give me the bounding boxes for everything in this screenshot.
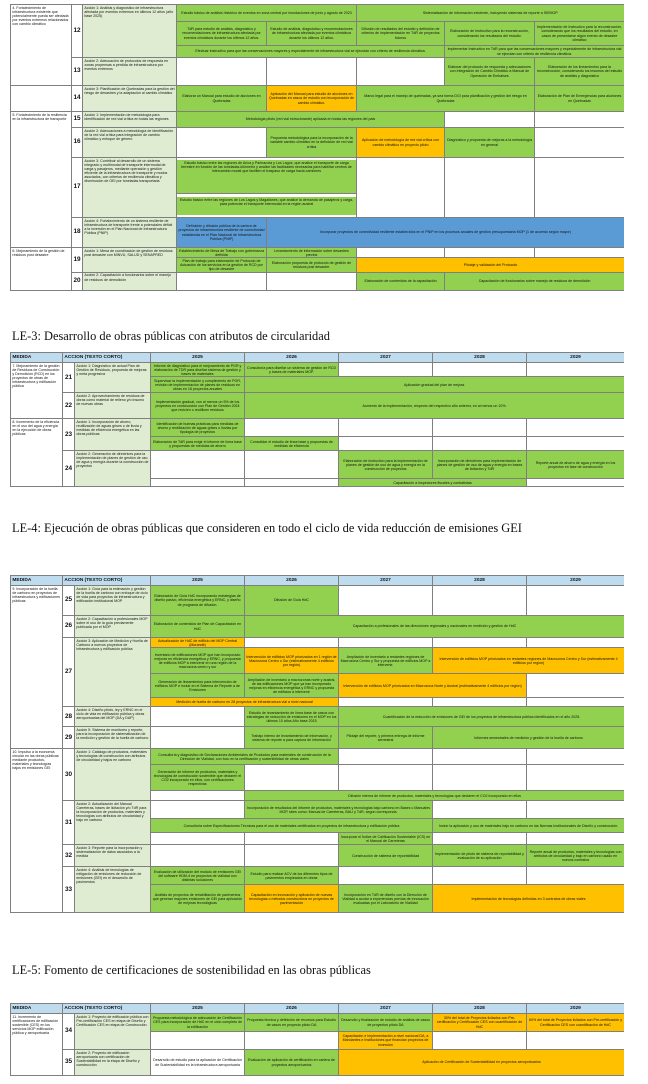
timeline-bar: Estudio de análisis, diagnóstico y recomendaciones de infraestructura afectada por eventos climáticos durante los últimos 12 años. bbox=[267, 22, 357, 46]
row-number: 18 bbox=[72, 218, 83, 248]
row-number: 26 bbox=[63, 616, 75, 638]
row-number: 30 bbox=[63, 749, 75, 801]
table-row bbox=[11, 867, 625, 885]
row-number: 14 bbox=[72, 86, 83, 112]
table-row bbox=[11, 248, 625, 258]
table-header bbox=[11, 1004, 625, 1014]
accion-cell: Acción 2: Aprovechamiento de residuos de obras como material de relleno y/o insumo de nuevas obras bbox=[75, 393, 151, 419]
accion-cell: Acción 1: Catálogo de productos, materiales y tecnologías de construcción con atributos de circularidad y bajos en carbono bbox=[75, 749, 151, 801]
section-caption: LE-4: Ejecución de obras públicas que consideren en todo el ciclo de vida reducción de emisiones GEI bbox=[12, 521, 522, 535]
timeline-bar: Pilotaje del reporte, y primera entrega de informe semestral bbox=[339, 727, 433, 749]
table-row bbox=[11, 58, 625, 86]
timeline-bar: Capacitación a profesionales de las direcciones regionales y nacionales en medición y gestión de HdC bbox=[245, 616, 624, 638]
timeline-bar: Incorporar proyectos de conectividad resiliente establecidos en el PNIP en los procesos anuales de gestión presupuestaria MOP (1 de acuerdo según mayor) bbox=[267, 218, 625, 248]
table-row bbox=[11, 363, 625, 377]
header-year: 2029 bbox=[527, 353, 624, 363]
accion-cell: Acción 2: Capacitación a funcionarios sobre el manejo de residuos de demolición bbox=[83, 272, 177, 290]
timeline-bar: Estudio básico de análisis histórico de eventos en zona central por inundaciones de junio y agosto de 2023 bbox=[177, 5, 357, 22]
row-number: 20 bbox=[72, 272, 83, 290]
table-row bbox=[11, 727, 625, 749]
header-year: 2029 bbox=[527, 1004, 624, 1014]
accion-cell: Acción 2: Adecuación de protocolos de respuesta en zonas propensas a pérdida de infraestructura por eventos extremos bbox=[83, 58, 177, 86]
timeline-bar: Aplicación del Manual para estudio de aluviones en Quebradas en casos de estudio con incorporación de cambio climático. bbox=[267, 86, 357, 112]
row-number: 23 bbox=[63, 419, 75, 451]
timeline-bar: Ampliación de inventario a restantes regiones de Macrozona Centro y Sur y propuesta de edificios MOP a intervenir. bbox=[339, 648, 433, 674]
timeline-bar: Propuesta técnica y definición de recursos para Estudio de casos en proyecto piloto DA bbox=[245, 1014, 339, 1032]
row-number: 19 bbox=[72, 248, 83, 273]
timeline-bar: Análisis de proyectos de rehabilitación de pavimentos que generan mayores emisiones de GEI para aplicación de mejoras tecnológicas bbox=[151, 885, 245, 913]
accion-cell: Acción 1: Proyecto de edificación pública con Pre-certificación CES en etapa de Diseño y Certificación CES en etapa de Construcción. bbox=[75, 1014, 151, 1050]
table-row bbox=[11, 1014, 625, 1032]
timeline-bar: Consolidar el estudio de línea base y propuestas de medidas de eficiencia bbox=[245, 437, 339, 451]
timeline-bar: Levantamiento de información sobre desastres previos bbox=[267, 248, 357, 258]
timeline-bar: Propuesta metodológica para la incorporación de la variable cambio climático en la definición de red vial crítica bbox=[267, 128, 357, 158]
timeline-bar: Elaboración de Instructivo para la reconstrucción, considerando los resultados del estudio. bbox=[445, 22, 535, 46]
medida-cell: 4. Fortalecimiento de infraestructura existente que potencialmente pueda ser afectada por eventos extremos relacionados con cambio climático bbox=[11, 5, 72, 86]
medida-cell: 5. Fortalecimiento de la resiliencia en la infraestructura de transporte bbox=[11, 112, 72, 248]
table-row bbox=[11, 707, 625, 727]
accion-cell: Acción 3: Planificación de Quebradas para la gestión del riesgo de desastres y la adaptación al cambio climático bbox=[83, 86, 177, 112]
timeline-bar: Elaboración de instructivo para la implementación de planes de gestión de uso de agua y energía en la construcción de proyectos bbox=[339, 451, 433, 479]
timeline-bar: Marco legal para el manejo de quebradas, ya sea forma DGI para planificación y gestión del riesgo en Quebradas bbox=[357, 86, 535, 112]
header-year: 2026 bbox=[245, 576, 339, 586]
medida-cell: 6. Mejoramiento de la gestión de residuos post desastre bbox=[11, 248, 72, 291]
row-number: 34 bbox=[63, 1014, 75, 1050]
timeline-bar: Efectuar instructivo para que las conservaciones mayores y especialmente de infraestructura vial se ejecutan con criterio de resiliencia climática. bbox=[177, 46, 445, 58]
timeline-bar: Elaborar del protocolo de respuesta y adecuaciones con integración de Cambio Climático a Manual de Operación de Embalses bbox=[445, 58, 535, 86]
table-row bbox=[11, 801, 625, 819]
table-le4 bbox=[10, 575, 624, 955]
row-number: 27 bbox=[63, 638, 75, 707]
row-number: 13 bbox=[72, 58, 83, 86]
timeline-bar: Implementación gradual, con al menos un 5% de los proyectos en construcción con Plan de Gestión 2024 que reciclen o reutilicen residuos bbox=[151, 393, 245, 419]
timeline-bar: Desarrollo y finalización de estudio de análisis de casos de proyectos piloto DA bbox=[339, 1014, 433, 1032]
timeline-bar: Establecimiento de Mesa de Trabajo con gobernanza definida bbox=[177, 248, 267, 258]
timeline-bar: Capacitación en innovación y aplicación de nuevas tecnologías o métodos constructivos en proyectos de pavimentación bbox=[245, 885, 339, 913]
timeline-bar: Estudio de levantamiento de línea base de casos con estrategias de reducción de emisiones en el MOP en los últimos 10 años Año base 2015 bbox=[245, 707, 339, 727]
table-row bbox=[11, 5, 625, 22]
table-le3 bbox=[10, 352, 624, 512]
timeline-bar: Sistematización de información existente, incluyendo sistemas de reporte a SIEMOP. bbox=[357, 5, 624, 22]
timeline-bar: 30% del total de Proyectos licitados con Pre-certificación y Certificación CES con cuantificación de HdC bbox=[433, 1014, 527, 1032]
section-caption: LE-3: Desarrollo de obras públicas con atributos de circularidad bbox=[12, 329, 330, 343]
timeline-bar: Elaboración de TdR para exigir el informe de línea base y propuestas de medidas de ahorro bbox=[151, 437, 245, 451]
accion-cell: Acción 2: Capacitación a profesionales MOP sobre el uso de la guía previamente publicada por el MOP bbox=[75, 616, 151, 638]
table-row bbox=[11, 749, 625, 765]
timeline-bar: Incorporación de resultados del informe de productos, materiales y tecnologías bajo carbono en Bases o Manuales MOP, tales como: Manual de Carreteras, BALI y TdR, según corresponda. bbox=[245, 801, 433, 819]
timeline-bar: Incorporación en TdR de diseño con la Dirección de Vialidad a acotar a experiencias previas de innovación evaluadas por el Laboratorio de Vialidad bbox=[339, 885, 433, 913]
timeline-bar: Definición y difusión pública de la cartera de proyectos de infraestructura resiliente de conectividad establecida en el Plan Nacional de Infraestructura Pública (PNIP) bbox=[177, 218, 267, 248]
row-number: 35 bbox=[63, 1050, 75, 1076]
table-le5 bbox=[10, 1003, 624, 1081]
timeline-bar: Elaboración de contenidos de Plan de Capacitación en HdC bbox=[151, 616, 245, 638]
timeline-bar: Implementación de tecnologías definidas en 3 contratos de obras viales bbox=[433, 885, 624, 913]
row-number: 25 bbox=[63, 586, 75, 616]
table-row bbox=[11, 586, 625, 616]
timeline-bar: Capacitación a inspectores fiscales y contratistas bbox=[339, 479, 527, 487]
accion-cell: Acción 4: Fortalecimiento de un sistema resiliente de infraestructura de transporte frente a potenciales déficit a la inversión en el Plan Nacional de Infraestructura Pública (PNIP) bbox=[83, 218, 177, 248]
timeline-bar: Elaboración de Plan de Emergencias para aluviones en Quebradas bbox=[535, 86, 624, 112]
header-year: 2027 bbox=[339, 353, 433, 363]
table-row bbox=[11, 86, 625, 112]
timeline-bar: Diagnóstico y propuesta de mejoras a la metodología en general bbox=[445, 128, 535, 158]
table-row bbox=[11, 616, 625, 638]
timeline-bar: Generación de informe de productos, materiales y tecnologías de construcción sostenible que declaren el CO2 incorporado en ellos, con certificaciones respectivas bbox=[151, 765, 245, 791]
timeline-bar: Plan de trabajo para elaboración de Protocolo de Actuación de los servicios en la gestión de RCD por tipo de desastre bbox=[177, 258, 267, 272]
timeline-bar: Incorporar el Índice de Calificación Sustentable (ICS) en el Manual de Carreteras bbox=[339, 833, 433, 845]
medida-cell: 10. Impulso a la economía circular en las obras públicas mediante productos, materiales y tecnologías bajos en emisiones GEI bbox=[11, 749, 63, 913]
accion-cell: Acción 1: Incorporación de ahorro, reutilización de aguas grises o de lluvia y medidas de eficiencia energética en las obras públicas bbox=[75, 419, 151, 451]
medida-cell: 8. Incremento de la eficiencia en el uso del agua y energía en la ejecución de obras públicas bbox=[11, 419, 63, 487]
medida-cell: 7. Mejoramiento de la gestión de Residuos de Construcción y Demolición (RCD) en los proyectos de obras de infraestructura y edificación pública bbox=[11, 363, 63, 419]
timeline-bar: Incluir la aplicación y uso de materiales bajo en carbono en las Normas Institucionales de Diseño y construcción. bbox=[433, 819, 624, 833]
header-year: 2025 bbox=[151, 576, 245, 586]
timeline-bar: Elaboración de Guía HdC incorporando estrategias de diseño pasivo, eficiencia energética y ERNC, y diseño de programa de difusión. bbox=[151, 586, 245, 616]
accion-cell: Acción 1: Guía para la estimación y gestión de la huella de carbono con enfoque de ciclo de vida para proyectos de infraestructura y edificación institucional MOP bbox=[75, 586, 151, 616]
timeline-bar: Identificación de buenas prácticas para medidas de ahorro y reutilización de aguas grises o lluvias por tipología de proyectos bbox=[151, 419, 245, 437]
timeline-bar: Construcción de sistema de reportabilidad bbox=[339, 845, 433, 867]
row-number: 32 bbox=[63, 845, 75, 867]
header-year: 2028 bbox=[433, 353, 527, 363]
table-header bbox=[11, 353, 625, 363]
timeline-bar: Estudio para realizar ACV de los diferentes tipos de pavimentos empleados en obras bbox=[245, 867, 339, 885]
header-accion: ACCION (TEXTO CORTO) bbox=[63, 576, 151, 586]
section-caption: LE-5: Fomento de certificaciones de sostenibilidad en las obras públicas bbox=[12, 963, 371, 977]
timeline-bar: Evaluación de utilización del módulo de emisiones GEI del software HDM-4 en proyectos de vialidad con distintas soluciones bbox=[151, 867, 245, 885]
header-accion: ACCION (TEXTO CORTO) bbox=[63, 353, 151, 363]
accion-cell: Acción 1: Implementación de metodología para identificación de red vial crítica en todas las regiones bbox=[83, 112, 177, 128]
accion-cell: Acción 2: Proyecto de edificación aeroportuaria con certificación de Sustentabilidad en la etapa de Diseño y construcción bbox=[75, 1050, 151, 1076]
timeline-bar: Aplicación gradual del plan de mejora. bbox=[245, 377, 624, 393]
accion-cell: Acción 3: Aplicación de Medición y Huella de Carbono a nuevos proyectos de infraestructura y edificación pública bbox=[75, 638, 151, 707]
row-number: 24 bbox=[63, 451, 75, 487]
row-number: 21 bbox=[63, 363, 75, 393]
timeline-bar: Difusión de Guía HdC bbox=[245, 586, 339, 616]
timeline-bar: Medición de huella de carbono en 28 proyectos de infraestructura vial a nivel nacional bbox=[151, 698, 339, 707]
accion-cell: Acción 2: Generación de directrices para la implementación de planes de gestión de uso de agua y energía durante la construcción de proyectos bbox=[75, 451, 151, 487]
accion-cell: Acción 3: Contribuir al desarrollo de un sistema integrado y multimodal de transporte intermodal de carga y pasajeros, mediante operación y gestión eficiente de la infraestructura de transporte y modos asociados, con criterios de resiliencia climática y disminución de GEI por toneladas transportada bbox=[83, 158, 177, 218]
header-year: 2026 bbox=[245, 353, 339, 363]
medida-cell: 9. Incorporación de la huella de carbono en proyectos de infraestructura y edificaciones públicas bbox=[11, 586, 63, 749]
timeline-bar: Informes semestrales de medición y gestión de la huella de carbono bbox=[433, 727, 624, 749]
accion-cell: Acción 3: Reporte para la incorporación y sistematización de datos asociados a la medida bbox=[75, 845, 151, 867]
row-number: 15 bbox=[72, 112, 83, 128]
header-accion: ACCION (TEXTO CORTO) bbox=[63, 1004, 151, 1014]
table-row bbox=[11, 112, 625, 128]
timeline-bar: Elaboración de contenidos de la capacitación bbox=[357, 272, 445, 290]
timeline-bar: Supervisar la implementación y cumplimiento de PGR, revisión de implementación de planes de residuos en obras en 18 proyectos anuales bbox=[151, 377, 245, 393]
table-row bbox=[11, 218, 625, 248]
timeline-bar: Consultoría para diseñar un sistema de gestión de RCD y bases de materiales MOP. bbox=[245, 363, 339, 377]
accion-cell: Acción 1: Diagnóstico de actual Plan de Gestión de Residuos, propuesta de mejoras y meta progresiva bbox=[75, 363, 151, 393]
timeline-bar: Implementar Instructivo en TdR para que las conservaciones mayores y especialmente de infraestructura vial se ejecutan con criterio de resiliencia climática. bbox=[445, 46, 624, 58]
timeline-bar: Consultoría y diagnóstico de Declaraciones Ambientales de Productos para materiales de construcción de la Dirección de Vialidad, con foco en la certificación y sostenibilidad de obras viales bbox=[151, 749, 339, 765]
timeline-bar: 60% del total de Proyectos licitados con Pre-certificación y Certificación CES con cuantificación de HdC bbox=[527, 1014, 624, 1032]
accion-cell: Acción 1: Análisis y diagnóstico de infraestructura afectada por eventos extremos en últimos 12 años (año base 2025) bbox=[83, 5, 177, 58]
row-number: 28 bbox=[63, 707, 75, 727]
accion-cell: Acción 4: Diseño piloto, ley y ERNC en el ciclo de vida en edificación pública y obras aeroportuarias del MOP (DA y DAP) bbox=[75, 707, 151, 727]
row-number: 17 bbox=[72, 158, 83, 218]
header-year: 2027 bbox=[339, 576, 433, 586]
row-number: 29 bbox=[63, 727, 75, 749]
header-year: 2028 bbox=[433, 1004, 527, 1014]
table-row bbox=[11, 845, 625, 867]
timeline-bar: Aplicación de Certificación de Sustentabilidad en proyectos aeroportuarios bbox=[339, 1050, 624, 1076]
header-year: 2027 bbox=[339, 1004, 433, 1014]
header-medida: MEDIDA bbox=[11, 353, 63, 363]
header-year: 2026 bbox=[245, 1004, 339, 1014]
table-row bbox=[11, 128, 625, 158]
timeline-bar: Intervención de edificios MOP priorizados en Macrozona Norte y Austral (estimativamente 4 edificios por región) bbox=[339, 674, 527, 698]
timeline-bar: Inventario de edificaciones MOP que han incorporado mejoras en eficiencia energética y ERNC, y propuesta de edificios MOP a intervenir en una región de la macrozona centro y sur bbox=[151, 648, 245, 674]
table-header bbox=[11, 576, 625, 586]
accion-cell: Acción 5: Sistema de monitoreo y reporte, para la incorporación de sistematización de la medición y gestión de la huella de carbono bbox=[75, 727, 151, 749]
timeline-bar: Implementación de piloto de sistema de reportabilidad y evaluación de su aplicación bbox=[433, 845, 527, 867]
table-row bbox=[11, 638, 625, 648]
timeline-bar: TdR para estudio de análisis, diagnóstico y recomendaciones de infraestructura afectada por eventos climáticos durante los últimos 12 años. bbox=[177, 22, 267, 46]
timeline-bar: Generación de lineamientos para intervención de edificios MOP e incluir en el Sistema de Reporte a de Emisiones bbox=[151, 674, 245, 698]
timeline-bar: Difusión interna de informe de productos, materiales y tecnologías que declaren el CO2 incorporado en ellos bbox=[245, 791, 624, 801]
table-row bbox=[11, 158, 625, 218]
timeline-bar: Capacitación de funcionarios sobre manejo de residuos de demolición bbox=[445, 272, 624, 290]
timeline-bar: Desarrollo de estudio para la aplicación de Certificación de Sustentabilidad en la infraestructura aeroportuaria bbox=[151, 1050, 245, 1076]
table-le2-continuation bbox=[10, 4, 624, 316]
timeline-bar: Evaluación de aplicación de certificación en cartera de proyectos aeroportuarios bbox=[245, 1050, 339, 1076]
row-number: 22 bbox=[63, 393, 75, 419]
table-row bbox=[11, 272, 625, 290]
timeline-bar: Ampliación de inventario a macrozonas norte y austral, de las edificaciones MOP que ya han incorporado mejoras en eficiencia energética y ERNC y propuesta de edificios a intervenir bbox=[245, 674, 339, 698]
timeline-bar: Actualización de HdC de edificio del MOP Central (Morandé) bbox=[151, 638, 245, 648]
header-medida: MEDIDA bbox=[11, 1004, 63, 1014]
header-medida: MEDIDA bbox=[11, 576, 63, 586]
timeline-bar: Elaboración de los lineamientos para la reconstrucción, considerando los insumos del estudio de análisis y diagnóstico bbox=[535, 58, 624, 86]
timeline-bar: Intervención de edificios MOP priorizados en 1 región de Macrozona Centro o Sur (estimativamente 4 edificios por región) bbox=[245, 648, 339, 674]
timeline-bar: Estudio básico entre las regiones de Los Lagos y Magallanes, que analice la demanda de pasajeros y carga, para potenciar el transporte intermodal en la región austral bbox=[177, 197, 356, 215]
row-number: 16 bbox=[72, 128, 83, 158]
timeline-bar: Aplicación de metodología de red vial crítica con cambio climático en proyecto piloto bbox=[357, 128, 445, 158]
timeline-bar: Intervención de edificios MOP priorizados en restantes regiones de Macrozona Centro y Sur (estimativamente 4 edificios por región) bbox=[433, 648, 624, 674]
timeline-bar: Informe de diagnóstico para el mejoramiento de PGR y elaboración de TDR para diseñar sistema de gestión y bases de materiales bbox=[151, 363, 245, 377]
accion-cell: Acción 2: Actualización del Manual Carreteras, bases de licitación y/o TdR para la incorporación de productos, materiales y tecnologías con atributos de circularidad y bajo en carbono bbox=[75, 801, 151, 845]
timeline-bar: Elaborar un Manual para estudio de aluviones en Quebradas bbox=[177, 86, 267, 112]
timeline-bar: Implementación de Instructivo para la reconstrucción, considerando que los resultados del estudio, en casos de presentarse algún evento de desastre climático bbox=[535, 22, 624, 46]
header-year: 2025 bbox=[151, 1004, 245, 1014]
header-year: 2028 bbox=[433, 576, 527, 586]
timeline-bar: Aumento de la implementación, respecto del respectivo año anterior, en al menos un 10%. bbox=[245, 393, 624, 419]
table-row bbox=[11, 393, 625, 419]
timeline-bar: Consultoría sobre Especificaciones Técnicas para el uso de materiales certificados en proyectos de infraestructura y edificación pública bbox=[151, 819, 433, 833]
timeline-bar: Reporte anual de productos, materiales y tecnologías con atributos de circularidad y bajo en carbono usado en nuevos contratos bbox=[527, 845, 624, 867]
timeline-bar: Pilotaje y validación del Protocolo bbox=[357, 258, 624, 272]
accion-cell: Acción 2: Adecuaciones a metodología de identificación de la red vial crítica para integración de cambio climático y enfoque de género bbox=[83, 128, 177, 158]
accion-cell: Acción 4: Análisis de tecnologías de mitigación de emisiones de reducción de emisiones (GEI) en el desarrollo de pavimentos bbox=[75, 867, 151, 913]
header-year: 2029 bbox=[527, 576, 624, 586]
timeline-bar: Capacitación e implementación a nivel nacional DA, a Mandantes e Instituciones que financian proyectos de inversión bbox=[339, 1032, 433, 1050]
table-row bbox=[11, 1050, 625, 1076]
timeline-bar: Cuantificación de la reducción de emisiones de GEI de los proyectos de infraestructura pública identificados en el año 2025. bbox=[339, 707, 624, 727]
medida-cell: 11. Incremento de certificaciones de edificación sostenible (CES) en los servicios MOP edificación pública y aeroportuaria bbox=[11, 1014, 63, 1076]
row-number: 33 bbox=[63, 867, 75, 913]
timeline-bar: Estudio básico entre las regiones de Arica y Parinacota y Los Lagos, que analice el transporte de carga terrestre en función de las toneladas-kilómetro y analice las facilidades necesarias para habilitar centros de intercambio modal que faciliten el traspaso de carga hacia camiones bbox=[177, 160, 356, 194]
accion-cell: Acción 1: Mesa de coordinación de gestión de residuos post desastre con MINVU, SALUD y SENAPRED bbox=[83, 248, 177, 273]
timeline-bar: Elaboración propuesta de protocolo de gestión de residuos post desastre. bbox=[267, 258, 357, 272]
row-number: 12 bbox=[72, 5, 83, 58]
timeline-bar: Trabajo interno de levantamiento de información, y sistema de reporte a para captura de información bbox=[245, 727, 339, 749]
timeline-bar: Incorporación de directrices para implementación de planes de gestión de uso de agua y energía en bases de licitación y TdR bbox=[433, 451, 527, 479]
timeline-bar: Difusión de resultados del estudio y definición de criterios de implementación en TdR de proyectos futuros bbox=[357, 22, 445, 46]
table-row bbox=[11, 451, 625, 479]
row-number: 31 bbox=[63, 801, 75, 845]
header-year: 2025 bbox=[151, 353, 245, 363]
timeline-bar: Propuesta metodológica de adecuación de Certificación CES para incorporación de HdC en el ciclo completo de la edificación bbox=[151, 1014, 245, 1032]
timeline-bar: Reporte anual de ahorro de agua y energía en los proyectos en fase de construcción bbox=[527, 451, 624, 479]
table-row bbox=[11, 419, 625, 437]
timeline-bar: Metodología piloto (red vial estructurante) aplicada en todas las regiones del país bbox=[177, 112, 445, 128]
